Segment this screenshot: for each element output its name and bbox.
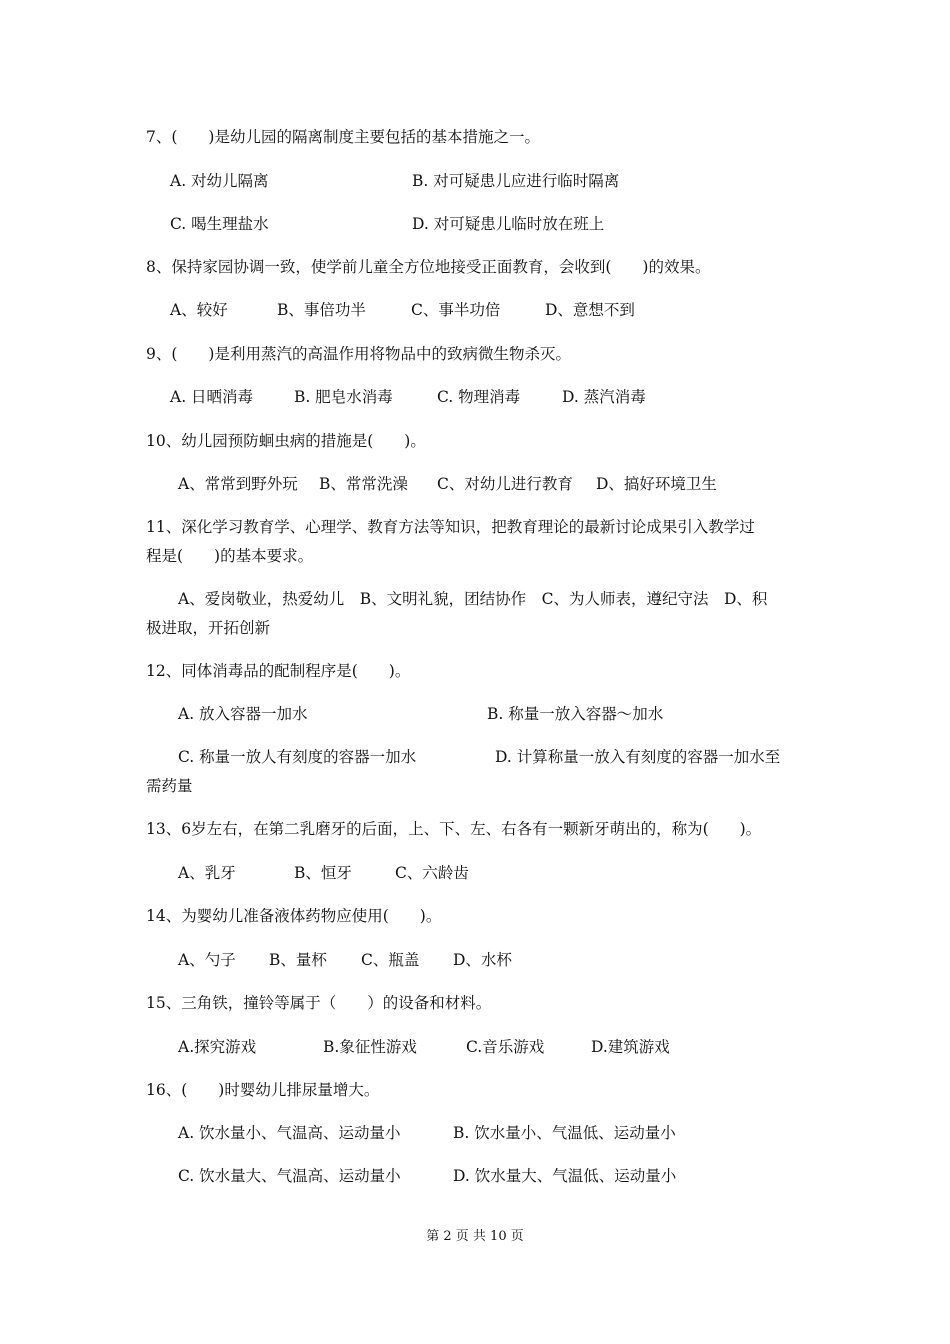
option-b: B. 饮水量小、气温低、运动量小 [453, 1124, 676, 1142]
question-stem: 14、为婴幼儿准备液体药物应使用( )。 [146, 907, 442, 925]
option-c: C. 称量一放人有刻度的容器一加水 [178, 748, 417, 766]
question-stem: 13、6岁左右，在第二乳磨牙的后面，上、下、左、右各有一颗新牙萌出的，称为( )。 [146, 820, 762, 838]
option-b: B、恒牙 [294, 864, 352, 882]
question-stem: 8、保持家园协调一致，使学前儿童全方位地接受正面教育，会收到( )的效果。 [146, 258, 711, 276]
option-b: B. 称量一放入容器～加水 [487, 705, 664, 723]
question-stem: 11、深化学习教育学、心理学、教育方法等知识，把教育理论的最新讨论成果引入教学过 [146, 518, 755, 536]
option-b: B、事倍功半 [277, 301, 366, 319]
option-c: C、事半功倍 [411, 301, 501, 319]
option-c: C. 饮水量大、气温高、运动量小 [178, 1167, 401, 1185]
question-stem-continued: 程是( )的基本要求。 [146, 547, 314, 565]
option-c: C. 物理消毒 [437, 388, 521, 406]
option-a: A.探究游戏 [178, 1038, 257, 1056]
option-d: D. 对可疑患儿临时放在班上 [412, 215, 605, 233]
option-a: A、勺子 [178, 951, 236, 969]
option-a: A. 放入容器一加水 [178, 705, 308, 723]
option-b: B. 肥皂水消毒 [294, 388, 393, 406]
question-stem: 7、( )是幼儿园的隔离制度主要包括的基本措施之一。 [146, 128, 540, 146]
page-footer: 第 2 页 共 10 页 [426, 1229, 524, 1244]
option-b: B.象征性游戏 [323, 1038, 417, 1056]
option-d: D. 计算称量一放入有刻度的容器一加水至 [495, 748, 781, 766]
option-a: A. 对幼儿隔离 [170, 172, 269, 190]
question-stem: 9、( )是利用蒸汽的高温作用将物品中的致病微生物杀灭。 [146, 345, 571, 363]
option-b: B、常常洗澡 [319, 475, 408, 493]
option-d: D. 饮水量大、气温低、运动量小 [453, 1167, 677, 1185]
option-b: B. 对可疑患儿应进行临时隔离 [412, 172, 620, 190]
option-d: D、意想不到 [545, 301, 635, 319]
option-c: C. 喝生理盐水 [170, 215, 269, 233]
options-line-continued: 极进取，开拓创新 [146, 619, 271, 637]
option-d: D.建筑游戏 [591, 1038, 670, 1056]
option-a: A. 饮水量小、气温高、运动量小 [178, 1124, 401, 1142]
option-d: D、搞好环境卫生 [596, 475, 717, 493]
option-a: A、乳牙 [178, 864, 236, 882]
question-stem: 16、( )时婴幼儿排尿量增大。 [146, 1081, 380, 1099]
question-stem: 15、三角铁，撞铃等属于（ ）的设备和材料。 [146, 994, 492, 1012]
option-d: D. 蒸汽消毒 [562, 388, 646, 406]
option-a: A. 日晒消毒 [170, 388, 254, 406]
option-c: C.音乐游戏 [466, 1038, 545, 1056]
option-d: D、水杯 [453, 951, 512, 969]
option-c: C、对幼儿进行教育 [437, 475, 573, 493]
option-a: A、常常到野外玩 [178, 475, 298, 493]
question-stem: 10、幼儿园预防蛔虫病的措施是( )。 [146, 432, 426, 450]
option-d-continued: 需药量 [146, 777, 193, 795]
option-c: C、六龄齿 [395, 864, 469, 882]
option-a: A、较好 [170, 301, 228, 319]
option-b: B、量杯 [269, 951, 327, 969]
option-c: C、瓶盖 [361, 951, 420, 969]
question-stem: 12、同体消毒品的配制程序是( )。 [146, 662, 411, 680]
options-line: A、爱岗敬业，热爱幼儿 B、文明礼貌，团结协作 C、为人师表，遵纪守法 D、积 [178, 590, 768, 608]
